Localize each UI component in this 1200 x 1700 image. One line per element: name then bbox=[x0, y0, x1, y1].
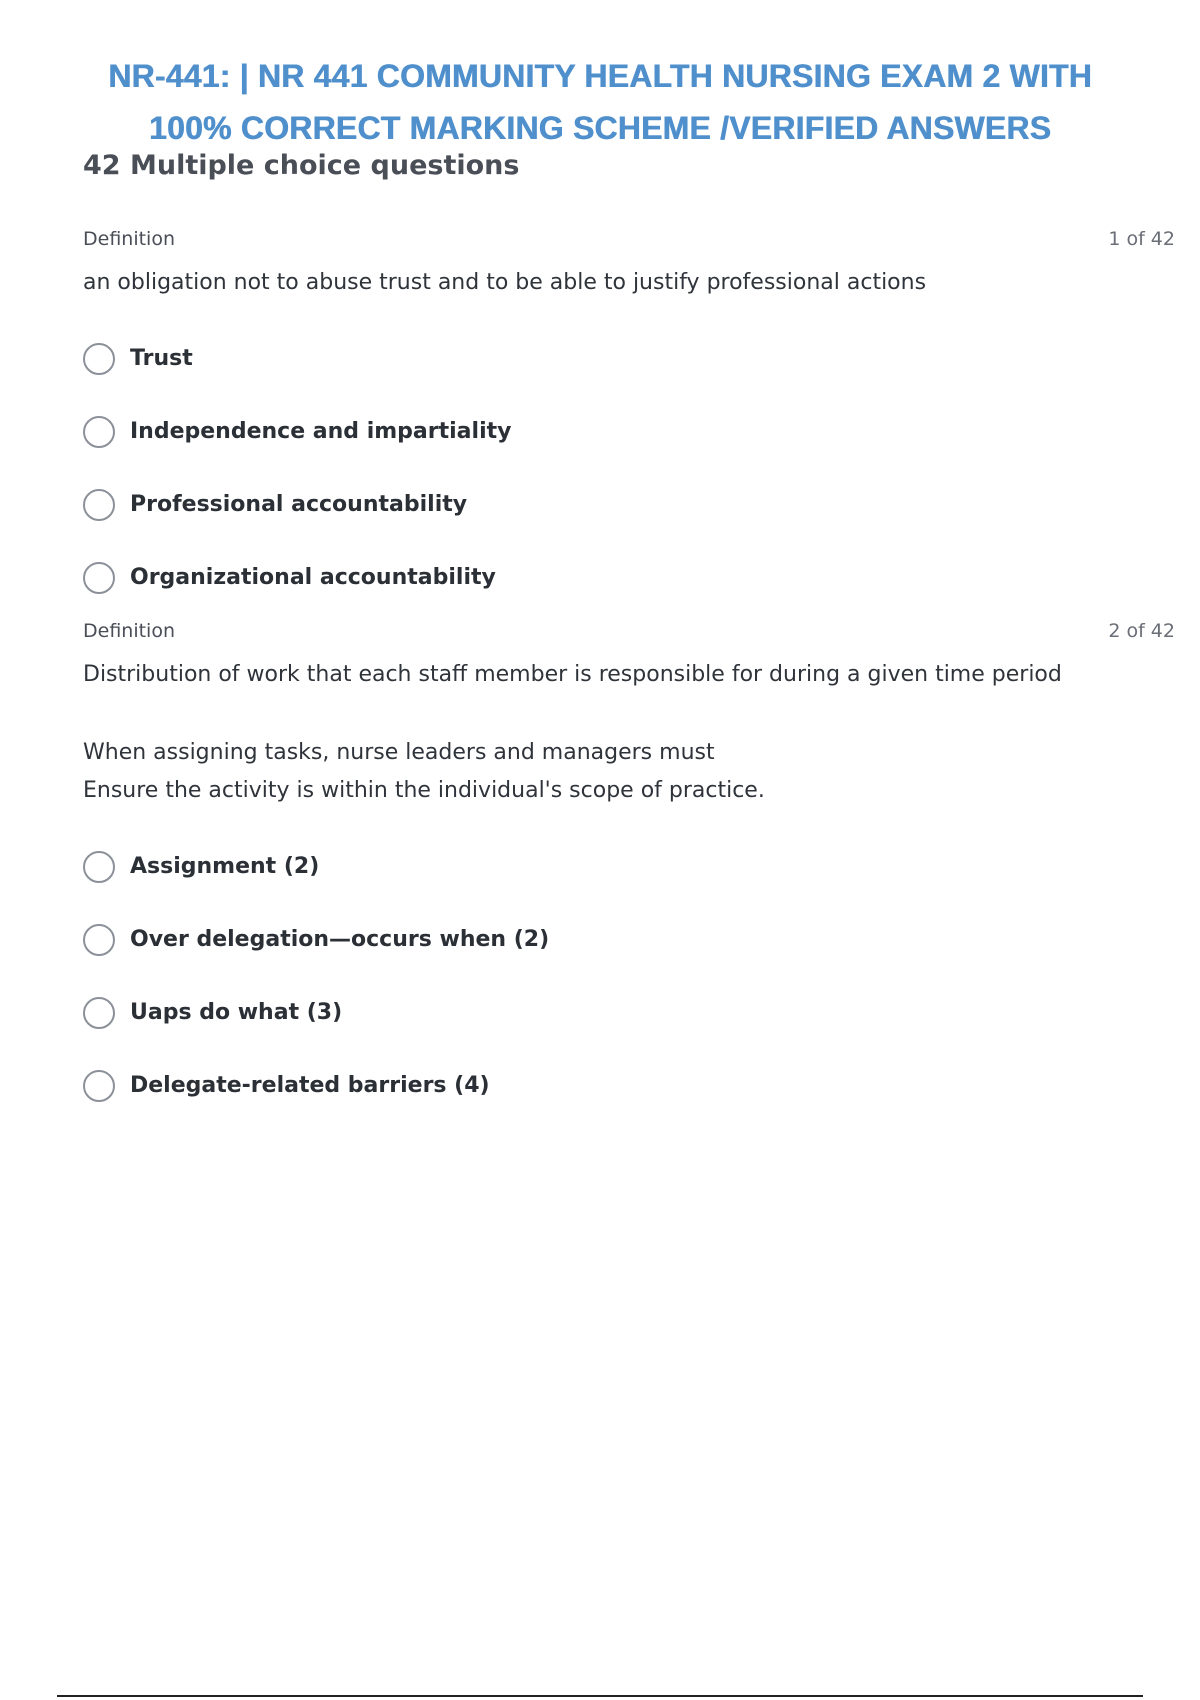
document-title bbox=[0, 50, 1200, 154]
answer-option[interactable] bbox=[83, 395, 1175, 468]
answer-option-label: Professional accountability bbox=[130, 492, 468, 517]
question-type-label: Definition bbox=[83, 620, 176, 642]
question-prompt-line: an obligation not to abuse trust and to be able to justify professional actions bbox=[83, 270, 927, 295]
radio-button[interactable] bbox=[83, 489, 115, 521]
question-prompt bbox=[83, 264, 1175, 302]
question-count-heading: 42 Multiple choice questions bbox=[83, 150, 520, 181]
question-prompt-line: Ensure the activity is within the individual's scope of practice. bbox=[83, 778, 765, 803]
answer-option-label: Delegate-related barriers (4) bbox=[130, 1073, 490, 1098]
answer-option[interactable] bbox=[83, 976, 1175, 1049]
answer-option[interactable] bbox=[83, 322, 1175, 395]
question-prompt bbox=[83, 656, 1175, 810]
document-title-line-2: 100% CORRECT MARKING SCHEME /VERIFIED ANSWERS bbox=[148, 110, 1052, 146]
answer-option-label: Organizational accountability bbox=[130, 565, 496, 590]
question-card-2 bbox=[83, 620, 1175, 1122]
radio-button[interactable] bbox=[83, 343, 115, 375]
answer-option-label: Assignment (2) bbox=[130, 854, 320, 879]
answer-option-label: Independence and impartiality bbox=[130, 419, 512, 444]
radio-button[interactable] bbox=[83, 562, 115, 594]
question-card-1 bbox=[83, 228, 1175, 614]
answer-option[interactable] bbox=[83, 1049, 1175, 1122]
answer-option[interactable] bbox=[83, 541, 1175, 614]
radio-button[interactable] bbox=[83, 851, 115, 883]
answer-option[interactable] bbox=[83, 468, 1175, 541]
answer-options bbox=[83, 322, 1175, 614]
radio-button[interactable] bbox=[83, 924, 115, 956]
radio-button[interactable] bbox=[83, 997, 115, 1029]
question-counter: 1 of 42 bbox=[1108, 228, 1175, 250]
question-prompt-line: Distribution of work that each staff member is responsible for during a given time period bbox=[83, 662, 1062, 687]
answer-option-label: Over delegation—occurs when (2) bbox=[130, 927, 550, 952]
radio-button[interactable] bbox=[83, 416, 115, 448]
question-type-label: Definition bbox=[83, 228, 176, 250]
answer-options bbox=[83, 830, 1175, 1122]
radio-button[interactable] bbox=[83, 1070, 115, 1102]
answer-option-label: Uaps do what (3) bbox=[130, 1000, 343, 1025]
question-prompt-line: When assigning tasks, nurse leaders and managers must bbox=[83, 740, 715, 765]
answer-option[interactable] bbox=[83, 903, 1175, 976]
question-counter: 2 of 42 bbox=[1108, 620, 1175, 642]
answer-option-label: Trust bbox=[130, 346, 193, 371]
document-title-line-1: NR-441: | NR 441 COMMUNITY HEALTH NURSING EXAM 2 WITH bbox=[108, 58, 1092, 94]
answer-option[interactable] bbox=[83, 830, 1175, 903]
page-bottom-divider bbox=[57, 1695, 1143, 1697]
